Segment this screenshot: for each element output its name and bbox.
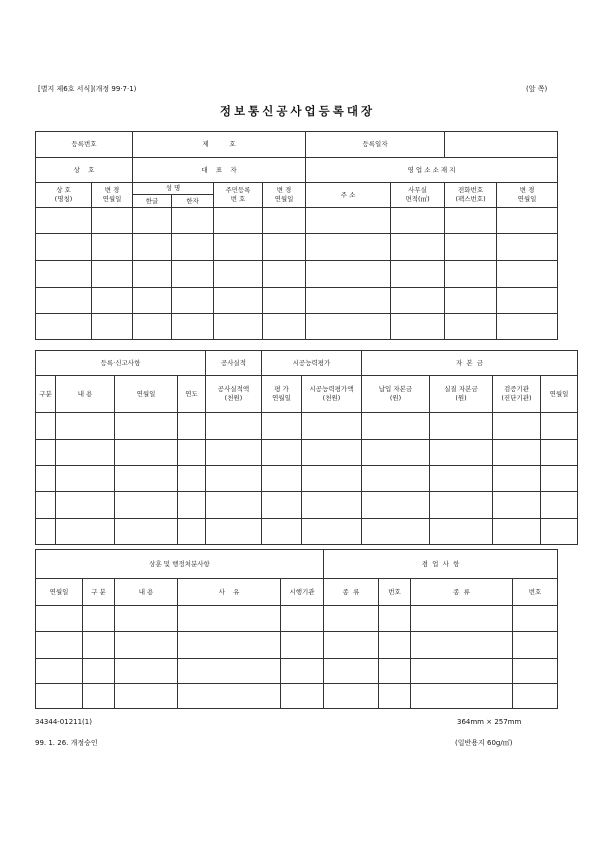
trade-name-header: 상 호 [36, 158, 133, 183]
table-row [36, 466, 578, 492]
paper-size: 364mm × 257mm [457, 718, 522, 726]
table-row [36, 440, 578, 466]
col-number-2: 번호 [513, 579, 558, 606]
awards-penalty-header: 상훈 및 행정처분사항 [36, 550, 324, 579]
col-change-date-2: 변 경 연월일 [263, 183, 306, 208]
col-change-date-3: 변 경 연월일 [497, 183, 558, 208]
col-content: 내 용 [115, 579, 178, 606]
col-date: 연월일 [36, 579, 83, 606]
table-row [36, 261, 558, 288]
table-row [36, 659, 558, 684]
table-row [36, 684, 558, 709]
col-change-date-1: 변 경 연월일 [92, 183, 133, 208]
col-number-1: 번호 [379, 579, 411, 606]
col-business-type-2: 종 류 [411, 579, 513, 606]
col-name-hanja: 한자 [172, 195, 214, 208]
table-row [36, 606, 558, 632]
table-row [36, 492, 578, 519]
capital-header: 자 본 금 [362, 351, 578, 376]
col-category: 구분 [36, 376, 56, 413]
col-phone: 전화번호 (팩스번호) [445, 183, 497, 208]
concurrent-business-header: 겸 업 사 항 [324, 550, 558, 579]
registration-table-section2 [35, 350, 578, 545]
col-resident-number: 주민등록 번 호 [214, 183, 263, 208]
col-enforcing-agency: 시행기관 [281, 579, 324, 606]
reg-date-label: 등록일자 [306, 132, 445, 158]
col-business-type-1: 종 류 [324, 579, 379, 606]
reg-number-label: 등록번호 [36, 132, 133, 158]
paper-type: (일반용지 60g/㎡) [455, 739, 513, 747]
page-title: 정보통신공사업등록대장 [219, 104, 376, 118]
col-evaluation-date: 평 가 연월일 [262, 376, 302, 413]
col-capacity-amount: 시공능력평가액 (천원) [302, 376, 362, 413]
col-name-korean: 한글 [133, 195, 172, 208]
col-name: 성 명 [133, 183, 214, 195]
col-content: 내 용 [56, 376, 115, 413]
table-row [36, 208, 558, 234]
reg-date-value [445, 132, 558, 158]
page-side-label: (앞 쪽) [526, 85, 548, 93]
table-row [36, 632, 558, 659]
col-address: 주 소 [306, 183, 391, 208]
registration-report-header: 등록·신고사항 [36, 351, 206, 376]
col-trade-name: 상 호 (명칭) [36, 183, 92, 208]
registration-table-section3 [35, 549, 558, 709]
col-office-area: 사무실 면적(㎡) [391, 183, 445, 208]
col-date: 연월일 [115, 376, 178, 413]
registration-table-section1 [35, 131, 558, 340]
table-row [36, 519, 578, 545]
col-date-2: 연월일 [541, 376, 578, 413]
col-category: 구 분 [83, 579, 115, 606]
form-code: 34344-01211(1) [35, 718, 92, 726]
approval-date: 99. 1. 26. 개정승인 [35, 739, 98, 747]
form-number: [별지 제6호 서식](개정 99·7·1) [38, 85, 137, 93]
table-row [36, 288, 558, 314]
col-paid-capital: 납입 자본금 (원) [362, 376, 430, 413]
col-real-capital: 실질 자본금 (원) [430, 376, 493, 413]
capacity-evaluation-header: 시공능력평가 [262, 351, 362, 376]
table-row [36, 234, 558, 261]
col-verification-agency: 검증기관 (진단기관) [493, 376, 541, 413]
col-reason: 사 유 [178, 579, 281, 606]
construction-performance-header: 공사실적 [206, 351, 262, 376]
name-number-label: 제 호 [133, 132, 306, 158]
col-year: 연도 [178, 376, 206, 413]
representative-header: 대 표 자 [133, 158, 306, 183]
business-location-header: 영 업 소 소 재 지 [306, 158, 558, 183]
table-row [36, 413, 578, 440]
col-performance-amount: 공사실적액 (천원) [206, 376, 262, 413]
table-row [36, 314, 558, 340]
